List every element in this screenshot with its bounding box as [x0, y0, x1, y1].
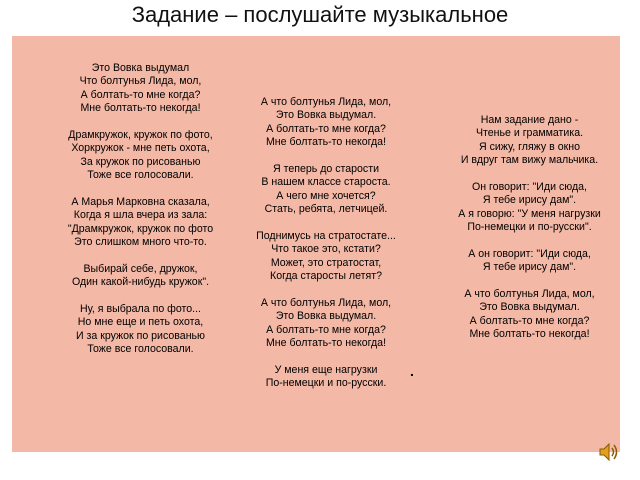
stanza-gap	[442, 275, 617, 288]
lyric-line: Я теперь до старости	[273, 162, 379, 175]
stanza-gap	[38, 183, 243, 196]
lyric-line: Когда я шла вчера из зала:	[73, 209, 208, 222]
lyric-line: Нам задание дано -	[480, 114, 579, 126]
lyric-line: Тоже все голосовали.	[87, 169, 194, 182]
lyrics-panel	[12, 36, 620, 452]
lyric-line: Но мне еще и петь охота,	[77, 316, 204, 329]
lyric-line: А я говорю: "У меня нагрузки	[458, 207, 601, 220]
lyrics-column-middle	[236, 96, 416, 391]
lyric-line: "Драмкружок, кружок по фото	[67, 222, 214, 235]
lyric-line: Это слишком много что-то.	[74, 236, 207, 249]
lyric-line: Что болтунья Лида, мол,	[79, 75, 202, 88]
stanza-gap	[442, 235, 617, 248]
lyric-line: А что болтунья Лида, мол,	[260, 96, 392, 108]
stanza-gap	[38, 249, 243, 262]
lyric-line: Мне болтать-то некогда!	[469, 328, 590, 341]
stanza-gap	[236, 150, 416, 163]
dot-mark: .	[410, 363, 414, 379]
stanza-gap	[442, 168, 617, 181]
stanza-gap	[38, 116, 243, 129]
lyrics-column-left	[38, 62, 243, 357]
lyric-line: Тоже все голосовали.	[87, 343, 194, 356]
stanza-gap	[236, 283, 416, 296]
lyric-line: Поднимусь на стратостате...	[256, 229, 396, 242]
lyric-line: Мне болтать-то некогда!	[80, 102, 201, 115]
lyric-line: А он говорит: "Иди сюда,	[468, 247, 591, 260]
lyric-line: За кружок по рисованью	[80, 155, 201, 168]
stanza-gap	[38, 290, 243, 303]
lyrics-column-right	[442, 114, 617, 342]
lyric-line: А болтать-то мне когда?	[266, 122, 386, 135]
page-title: Задание – послушайте музыкальное	[131, 2, 509, 27]
lyric-line: У меня еще нагрузки	[274, 363, 378, 376]
lyric-line: Может, это стратостат,	[270, 256, 382, 269]
lyric-line: В нашем классе староста.	[261, 176, 391, 189]
lyric-line: Ну, я выбрала по фото...	[80, 303, 201, 316]
lyric-line: Я тебе ирису дам".	[482, 194, 577, 207]
lyric-line: А болтать-то мне когда?	[469, 314, 590, 327]
lyric-line: Чтенье и грамматика.	[475, 127, 584, 140]
lyric-line: А что болтунья Лида, мол,	[260, 296, 392, 309]
lyric-line: Выбирай себе, дружок,	[83, 262, 198, 275]
lyric-line: Когда старосты летят?	[270, 270, 382, 283]
stanza-gap	[236, 350, 416, 363]
lyric-line: А болтать-то мне когда?	[80, 88, 201, 101]
lyric-line: А что болтунья Лида, мол,	[464, 288, 595, 301]
lyric-line: Я сижу, гляжу в окно	[479, 140, 580, 153]
lyric-line: Хоркружок - мне петь охота,	[71, 142, 210, 155]
lyric-line: Он говорит: "Иди сюда,	[472, 180, 587, 193]
lyric-line: Один какой-нибудь кружок".	[71, 276, 210, 289]
lyric-line: Мне болтать-то некогда!	[265, 337, 387, 350]
lyric-line: Это Вовка выдумал.	[275, 109, 377, 122]
lyric-line: А болтать-то мне когда?	[266, 323, 386, 336]
lyric-line: По-немецки и по-русски".	[467, 221, 592, 234]
lyric-line: Это Вовка выдумал.	[275, 310, 377, 323]
lyric-line: Драмкружок, кружок по фото,	[68, 128, 213, 141]
lyric-line: Это Вовка выдумал	[91, 62, 190, 74]
speaker-icon[interactable]	[598, 442, 620, 462]
lyric-line: Мне болтать-то некогда!	[265, 136, 387, 149]
lyric-line: Что такое это, кстати?	[271, 243, 381, 256]
lyric-line: Я тебе ирису дам".	[482, 261, 577, 274]
lyric-line: Это Вовка выдумал.	[479, 301, 580, 314]
lyric-line: По-немецки и по-русски.	[265, 377, 387, 390]
stanza-gap	[236, 217, 416, 230]
lyric-line: И вдруг там вижу мальчика.	[460, 154, 599, 167]
lyric-line: Стать, ребята, летчицей.	[264, 203, 388, 216]
lyric-line: А Марья Марковна сказала,	[71, 195, 210, 208]
lyric-line: И за кружок по рисованью	[75, 329, 206, 342]
lyric-line: А чего мне хочется?	[276, 189, 376, 202]
